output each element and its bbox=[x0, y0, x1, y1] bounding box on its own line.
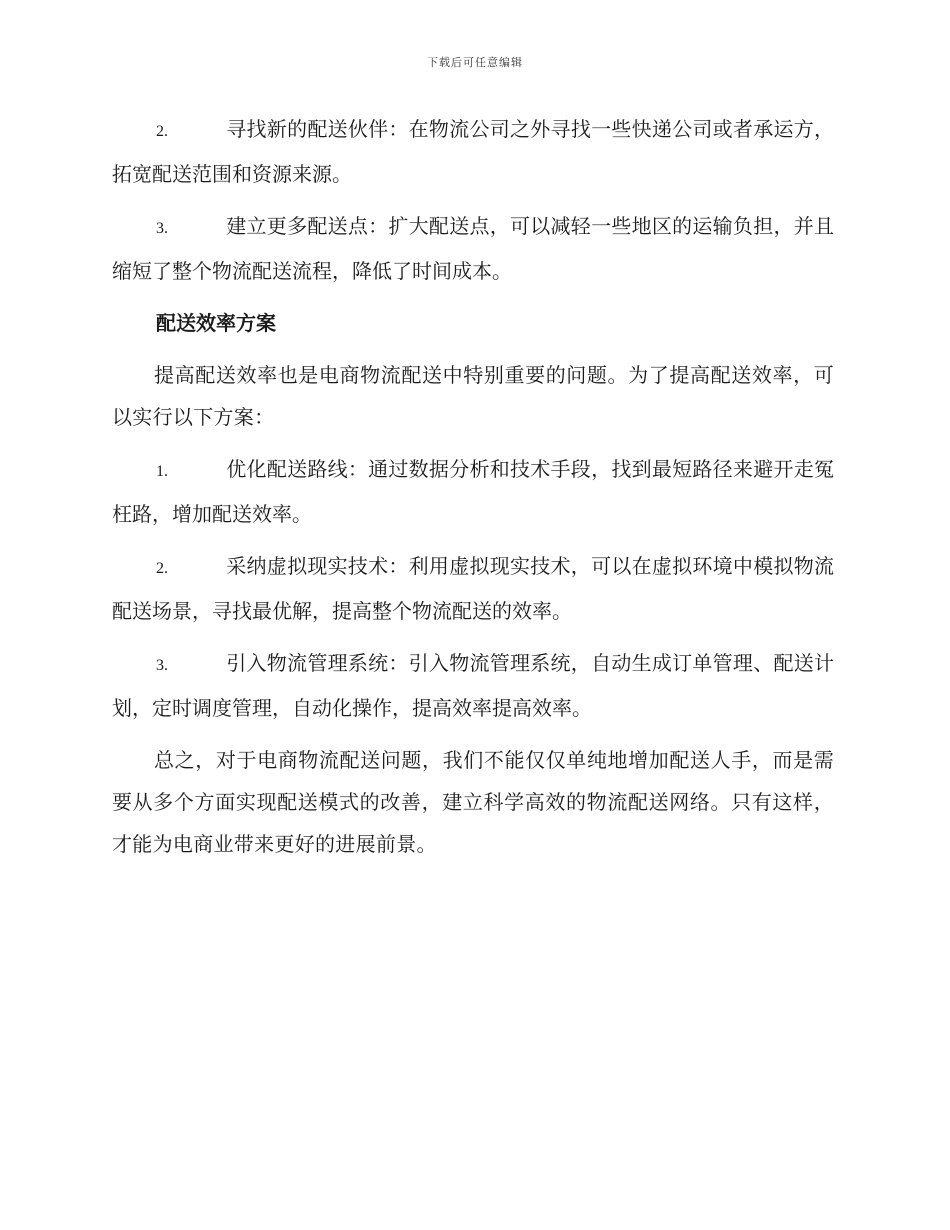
list-number: 2. bbox=[156, 560, 168, 577]
list-item bbox=[112, 448, 834, 535]
paragraph: 提高配送效率也是电商物流配送中特别重要的问题。为了提高配送效率，可以实行以下方案： bbox=[112, 363, 834, 429]
list-item-text: 引入物流管理系统：引入物流管理系统，自动生成订单管理、配送计划，定时调度管理，自动化操作，提高效率提高效率。 bbox=[112, 651, 834, 720]
list-item bbox=[112, 642, 834, 729]
document-body bbox=[112, 108, 834, 875]
list-number: 2. bbox=[156, 123, 168, 140]
paragraph: 总之，对于电商物流配送问题，我们不能仅仅单纯地增加配送人手，而是需要从多个方面实现配送模式的改善，建立科学高效的物流配送网络。只有这样，才能为电商业带来更好的进展前景。 bbox=[112, 748, 834, 856]
list-number: 3. bbox=[156, 657, 168, 674]
page-header: 下载后可任意编辑 bbox=[427, 56, 523, 69]
list-item bbox=[112, 545, 834, 632]
list-number: 3. bbox=[156, 220, 168, 237]
list-item-text: 优化配送路线：通过数据分析和技术手段，找到最短路径来避开走冤枉路，增加配送效率。 bbox=[112, 457, 834, 526]
list-item-text: 建立更多配送点：扩大配送点，可以减轻一些地区的运输负担，并且缩短了整个物流配送流程，降低了时间成本。 bbox=[112, 214, 834, 283]
section-heading: 配送效率方案 bbox=[156, 311, 276, 335]
list-number: 1. bbox=[156, 463, 168, 480]
list-item-text: 寻找新的配送伙伴：在物流公司之外寻找一些快递公司或者承运方，拓宽配送范围和资源来源。 bbox=[112, 117, 834, 186]
list-item-text: 采纳虚拟现实技术：利用虚拟现实技术，可以在虚拟环境中模拟物流配送场景，寻找最优解，提高整个物流配送的效率。 bbox=[112, 554, 834, 623]
list-item bbox=[112, 108, 834, 195]
list-item bbox=[112, 205, 834, 292]
